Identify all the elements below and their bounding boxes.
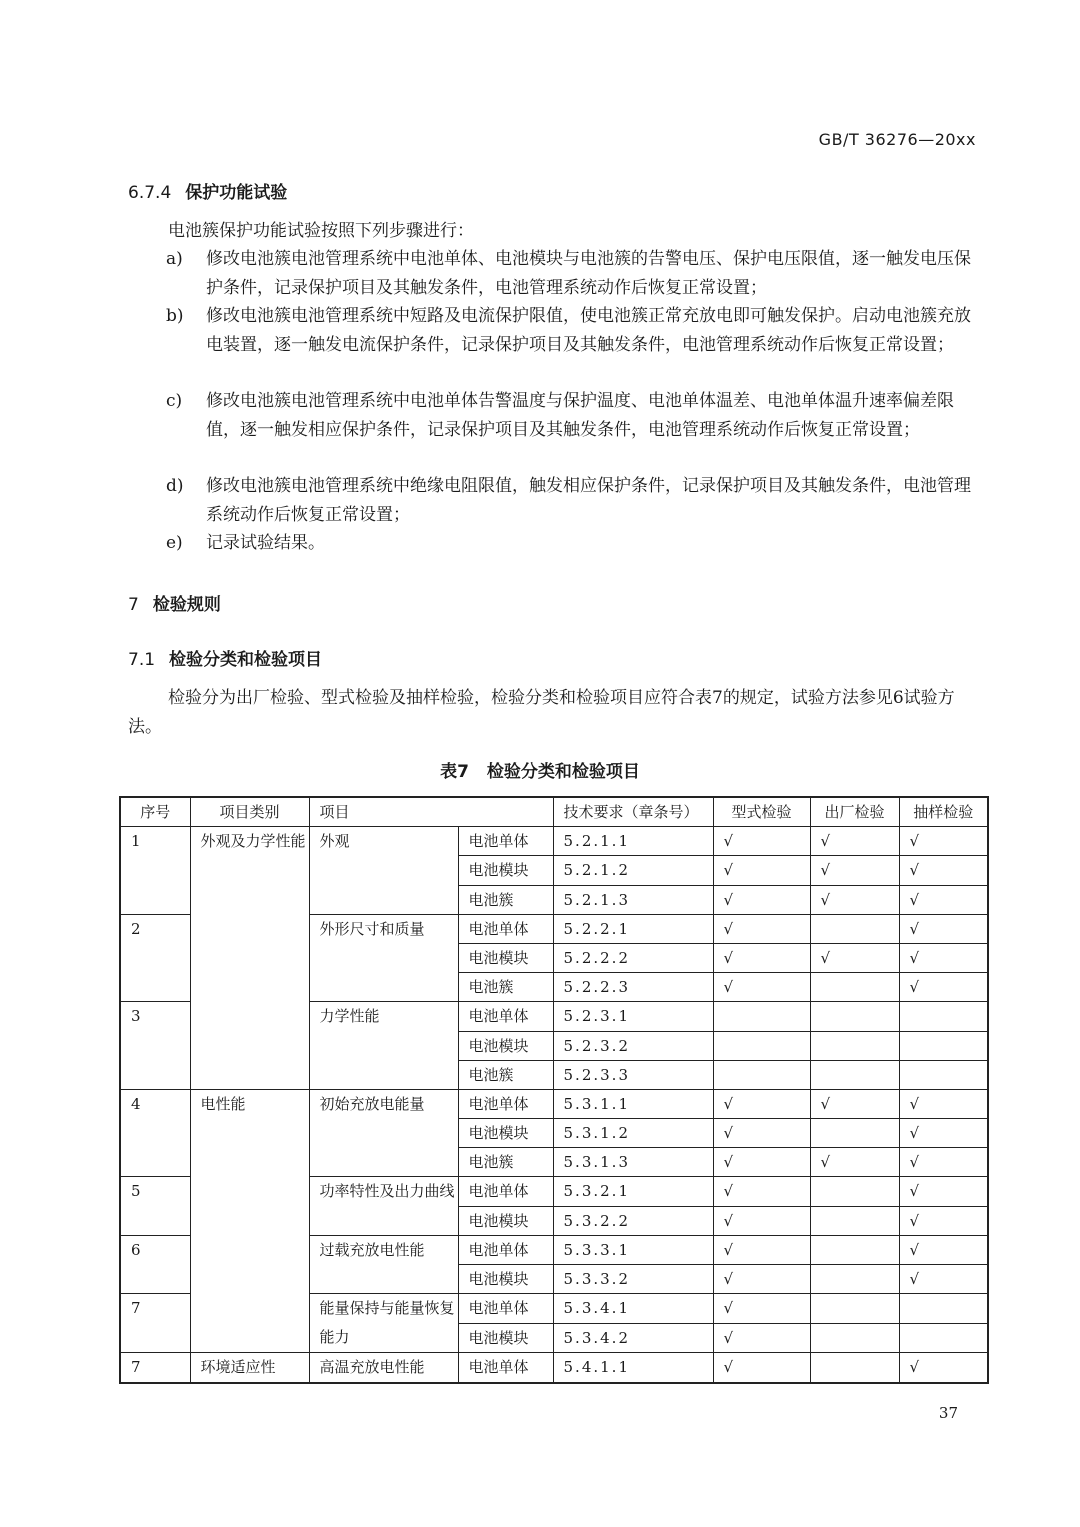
clause-cell: 5.3.1.1 bbox=[553, 1089, 713, 1118]
sub-item-cell: 电池单体 bbox=[458, 1294, 553, 1324]
type-test-cell: √ bbox=[713, 1235, 810, 1264]
sub-item-cell: 电池模块 bbox=[458, 943, 553, 972]
table-row bbox=[120, 1089, 988, 1118]
sub-item-cell: 电池单体 bbox=[458, 1002, 553, 1031]
sub-item-cell: 电池模块 bbox=[458, 1206, 553, 1235]
item-cell: 能量保持与能量恢复能力 bbox=[309, 1294, 458, 1353]
list-text: 修改电池簇电池管理系统中短路及电流保护限值，使电池簇正常充放电即可触发保护。启动电池簇充放电装置，逐一触发电流保护条件，记录保护项目及其触发条件，电池管理系统动作后恢复正常设置； bbox=[206, 306, 971, 355]
factory-test-cell: √ bbox=[810, 1089, 899, 1118]
sample-test-cell: √ bbox=[899, 1353, 988, 1384]
seq-cell: 2 bbox=[120, 914, 190, 1002]
item-cell: 过载充放电性能 bbox=[309, 1235, 458, 1293]
seq-cell: 1 bbox=[120, 827, 190, 915]
seq-cell: 5 bbox=[120, 1177, 190, 1235]
header-item: 项目 bbox=[309, 797, 553, 827]
factory-test-cell: √ bbox=[810, 885, 899, 914]
clause-cell: 5.2.2.1 bbox=[553, 914, 713, 943]
section-title: 检验规则 bbox=[152, 595, 221, 615]
sub-item-cell: 电池单体 bbox=[458, 1177, 553, 1206]
sub-item-cell: 电池单体 bbox=[458, 914, 553, 943]
table-row bbox=[120, 1353, 988, 1384]
table-caption-number: 表7 bbox=[440, 762, 469, 782]
sample-test-cell: √ bbox=[899, 885, 988, 914]
sample-test-cell: √ bbox=[899, 1119, 988, 1148]
item-cell: 力学性能 bbox=[309, 1002, 458, 1090]
sample-test-cell: √ bbox=[899, 827, 988, 856]
sample-test-cell: √ bbox=[899, 943, 988, 972]
table-header-row bbox=[120, 797, 988, 827]
list-label: c) bbox=[166, 391, 183, 411]
type-test-cell bbox=[713, 1002, 810, 1031]
clause-cell: 5.2.1.2 bbox=[553, 856, 713, 885]
sub-item-cell: 电池单体 bbox=[458, 827, 553, 856]
item-cell: 外形尺寸和质量 bbox=[309, 914, 458, 1002]
category-cell: 外观及力学性能 bbox=[190, 827, 309, 1090]
list-label: b) bbox=[166, 306, 184, 326]
factory-test-cell bbox=[810, 1235, 899, 1264]
sample-test-cell: √ bbox=[899, 1235, 988, 1264]
clause-cell: 5.3.3.2 bbox=[553, 1265, 713, 1294]
clause-cell: 5.3.1.2 bbox=[553, 1119, 713, 1148]
sub-item-cell: 电池簇 bbox=[458, 885, 553, 914]
list-text: 修改电池簇电池管理系统中电池单体告警温度与保护温度、电池单体温差、电池单体温升速率偏差限值，逐一触发相应保护条件，记录保护项目及其触发条件，电池管理系统动作后恢复正常设置； bbox=[206, 391, 954, 440]
table-row bbox=[120, 827, 988, 856]
sample-test-cell bbox=[899, 1323, 988, 1353]
section-6-7-4-heading bbox=[128, 178, 287, 203]
seq-cell: 7 bbox=[120, 1294, 190, 1353]
factory-test-cell bbox=[810, 1323, 899, 1353]
seq-cell: 3 bbox=[120, 1002, 190, 1090]
type-test-cell: √ bbox=[713, 1089, 810, 1118]
factory-test-cell: √ bbox=[810, 856, 899, 885]
sample-test-cell: √ bbox=[899, 973, 988, 1002]
section-number: 6.7.4 bbox=[128, 183, 172, 203]
section-title: 检验分类和检验项目 bbox=[169, 650, 323, 670]
sub-item-cell: 电池单体 bbox=[458, 1089, 553, 1118]
factory-test-cell bbox=[810, 1265, 899, 1294]
type-test-cell: √ bbox=[713, 856, 810, 885]
factory-test-cell bbox=[810, 1002, 899, 1031]
sub-item-cell: 电池模块 bbox=[458, 1265, 553, 1294]
factory-test-cell bbox=[810, 1060, 899, 1089]
list-label: d) bbox=[166, 476, 184, 496]
clause-cell: 5.2.2.3 bbox=[553, 973, 713, 1002]
list-item bbox=[166, 472, 978, 529]
list-label: e) bbox=[166, 533, 183, 553]
factory-test-cell bbox=[810, 973, 899, 1002]
clause-cell: 5.4.1.1 bbox=[553, 1353, 713, 1384]
section-title: 保护功能试验 bbox=[185, 183, 288, 203]
list-label: a) bbox=[166, 249, 183, 269]
sample-test-cell: √ bbox=[899, 856, 988, 885]
sub-item-cell: 电池模块 bbox=[458, 1031, 553, 1060]
sub-item-cell: 电池模块 bbox=[458, 856, 553, 885]
sample-test-cell bbox=[899, 1294, 988, 1324]
seq-cell: 7 bbox=[120, 1353, 190, 1384]
type-test-cell: √ bbox=[713, 827, 810, 856]
list-text: 修改电池簇电池管理系统中绝缘电阻限值，触发相应保护条件，记录保护项目及其触发条件，电池管理系统动作后恢复正常设置； bbox=[206, 476, 971, 525]
factory-test-cell: √ bbox=[810, 1148, 899, 1177]
table-caption-title: 检验分类和检验项目 bbox=[486, 762, 640, 782]
clause-cell: 5.2.3.1 bbox=[553, 1002, 713, 1031]
seq-cell: 6 bbox=[120, 1235, 190, 1293]
sub-item-cell: 电池簇 bbox=[458, 1148, 553, 1177]
type-test-cell: √ bbox=[713, 1353, 810, 1384]
type-test-cell: √ bbox=[713, 973, 810, 1002]
type-test-cell: √ bbox=[713, 1323, 810, 1353]
sub-item-cell: 电池模块 bbox=[458, 1323, 553, 1353]
factory-test-cell bbox=[810, 1177, 899, 1206]
clause-cell: 5.2.1.3 bbox=[553, 885, 713, 914]
sample-test-cell bbox=[899, 1002, 988, 1031]
table-caption bbox=[0, 757, 1080, 782]
page-number: 37 bbox=[938, 1404, 958, 1422]
factory-test-cell: √ bbox=[810, 827, 899, 856]
factory-test-cell bbox=[810, 914, 899, 943]
sample-test-cell: √ bbox=[899, 1177, 988, 1206]
header-tech-req: 技术要求（章条号） bbox=[553, 797, 713, 827]
type-test-cell bbox=[713, 1060, 810, 1089]
header-category: 项目类别 bbox=[190, 797, 309, 827]
sample-test-cell bbox=[899, 1060, 988, 1089]
clause-cell: 5.2.2.2 bbox=[553, 943, 713, 972]
sub-item-cell: 电池模块 bbox=[458, 1119, 553, 1148]
type-test-cell bbox=[713, 1031, 810, 1060]
category-cell: 电性能 bbox=[190, 1089, 309, 1352]
list-text: 修改电池簇电池管理系统中电池单体、电池模块与电池簇的告警电压、保护电压限值，逐一触发电压保护条件，记录保护项目及其触发条件，电池管理系统动作后恢复正常设置； bbox=[206, 249, 971, 298]
factory-test-cell: √ bbox=[810, 943, 899, 972]
sample-test-cell: √ bbox=[899, 1206, 988, 1235]
section-6-7-4-intro: 电池簇保护功能试验按照下列步骤进行： bbox=[168, 221, 474, 241]
clause-cell: 5.3.1.3 bbox=[553, 1148, 713, 1177]
header-type-test: 型式检验 bbox=[713, 797, 810, 827]
item-cell: 初始充放电能量 bbox=[309, 1089, 458, 1177]
type-test-cell: √ bbox=[713, 1206, 810, 1235]
section-7-1-heading bbox=[128, 645, 322, 670]
factory-test-cell bbox=[810, 1353, 899, 1384]
type-test-cell: √ bbox=[713, 885, 810, 914]
clause-cell: 5.3.2.2 bbox=[553, 1206, 713, 1235]
section-number: 7 bbox=[128, 595, 139, 615]
header-factory-test: 出厂检验 bbox=[810, 797, 899, 827]
item-cell: 外观 bbox=[309, 827, 458, 915]
sample-test-cell: √ bbox=[899, 1089, 988, 1118]
sample-test-cell: √ bbox=[899, 1148, 988, 1177]
section-7-1-text: 检验分为出厂检验、型式检验及抽样检验，检验分类和检验项目应符合表7的规定，试验方法参见6试验方法。 bbox=[128, 688, 955, 737]
item-cell: 高温充放电性能 bbox=[309, 1353, 458, 1384]
clause-cell: 5.2.3.3 bbox=[553, 1060, 713, 1089]
clause-cell: 5.3.4.2 bbox=[553, 1323, 713, 1353]
list-text: 记录试验结果。 bbox=[206, 533, 325, 553]
factory-test-cell bbox=[810, 1294, 899, 1324]
header-sample-test: 抽样检验 bbox=[899, 797, 988, 827]
header-seq: 序号 bbox=[120, 797, 190, 827]
sub-item-cell: 电池单体 bbox=[458, 1235, 553, 1264]
list-item bbox=[166, 245, 978, 302]
clause-cell: 5.2.1.1 bbox=[553, 827, 713, 856]
factory-test-cell bbox=[810, 1031, 899, 1060]
type-test-cell: √ bbox=[713, 1119, 810, 1148]
factory-test-cell bbox=[810, 1206, 899, 1235]
clause-cell: 5.3.4.1 bbox=[553, 1294, 713, 1324]
list-item bbox=[166, 529, 978, 558]
section-number: 7.1 bbox=[128, 650, 156, 670]
document-code: GB/T 36276—20xx bbox=[818, 130, 976, 149]
category-cell: 环境适应性 bbox=[190, 1353, 309, 1384]
list-item bbox=[166, 302, 978, 359]
sub-item-cell: 电池簇 bbox=[458, 973, 553, 1002]
factory-test-cell bbox=[810, 1119, 899, 1148]
sample-test-cell bbox=[899, 1031, 988, 1060]
item-cell: 功率特性及出力曲线 bbox=[309, 1177, 458, 1235]
sample-test-cell: √ bbox=[899, 914, 988, 943]
inspection-table bbox=[119, 796, 989, 1384]
type-test-cell: √ bbox=[713, 1265, 810, 1294]
sample-test-cell: √ bbox=[899, 1265, 988, 1294]
sub-item-cell: 电池簇 bbox=[458, 1060, 553, 1089]
section-7-heading bbox=[128, 590, 221, 615]
list-item bbox=[166, 387, 978, 444]
clause-cell: 5.3.3.1 bbox=[553, 1235, 713, 1264]
type-test-cell: √ bbox=[713, 1148, 810, 1177]
type-test-cell: √ bbox=[713, 1177, 810, 1206]
sub-item-cell: 电池单体 bbox=[458, 1353, 553, 1384]
clause-cell: 5.3.2.1 bbox=[553, 1177, 713, 1206]
type-test-cell: √ bbox=[713, 943, 810, 972]
clause-cell: 5.2.3.2 bbox=[553, 1031, 713, 1060]
type-test-cell: √ bbox=[713, 914, 810, 943]
seq-cell: 4 bbox=[120, 1089, 190, 1177]
type-test-cell: √ bbox=[713, 1294, 810, 1324]
